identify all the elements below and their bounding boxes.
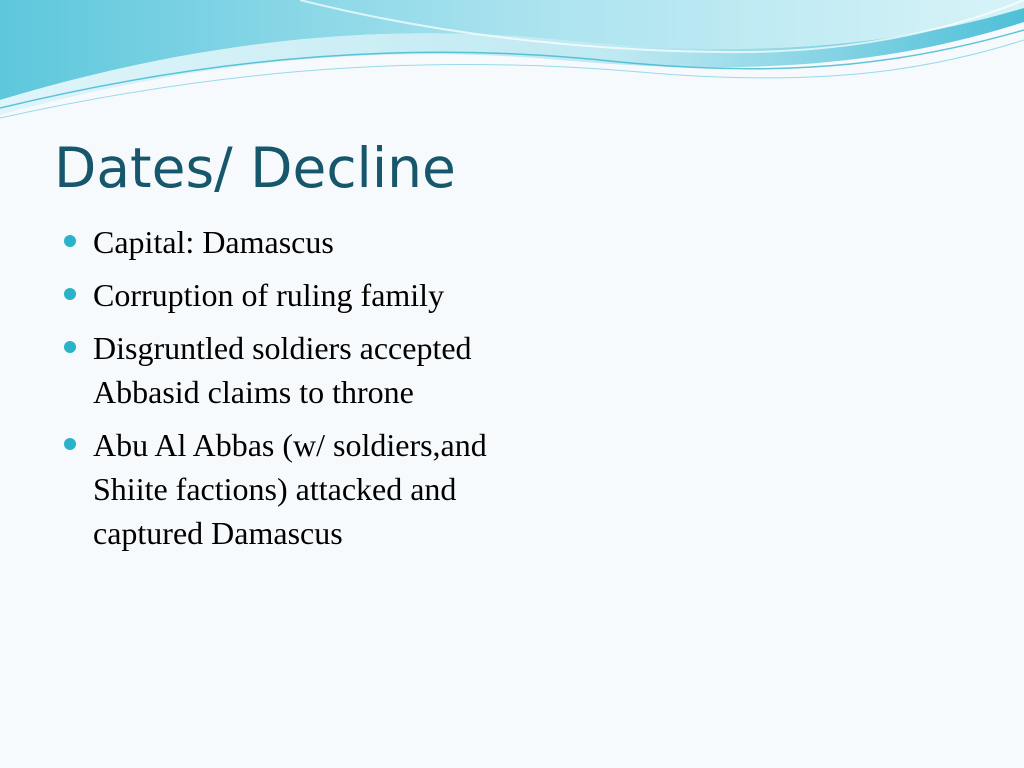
bullet-text: Abu Al Abbas (w/ soldiers,and Shiite factions) attacked and captured Damascus (93, 427, 487, 551)
bullet-dot-icon (64, 288, 76, 300)
bullet-item (62, 273, 502, 317)
bullet-text: Capital: Damascus (93, 224, 334, 260)
bullet-dot-icon (64, 341, 76, 353)
bullet-list (62, 220, 502, 564)
bullet-dot-icon (64, 235, 76, 247)
bullet-dot-icon (64, 438, 76, 450)
bullet-text: Disgruntled soldiers accepted Abbasid claims to throne (93, 330, 472, 410)
bullet-text: Corruption of ruling family (93, 277, 445, 313)
bullet-item (62, 423, 502, 555)
header-wave-decoration (0, 0, 1024, 130)
bullet-item (62, 326, 502, 414)
bullet-item (62, 220, 502, 264)
slide-title: Dates/ Decline (54, 136, 456, 200)
